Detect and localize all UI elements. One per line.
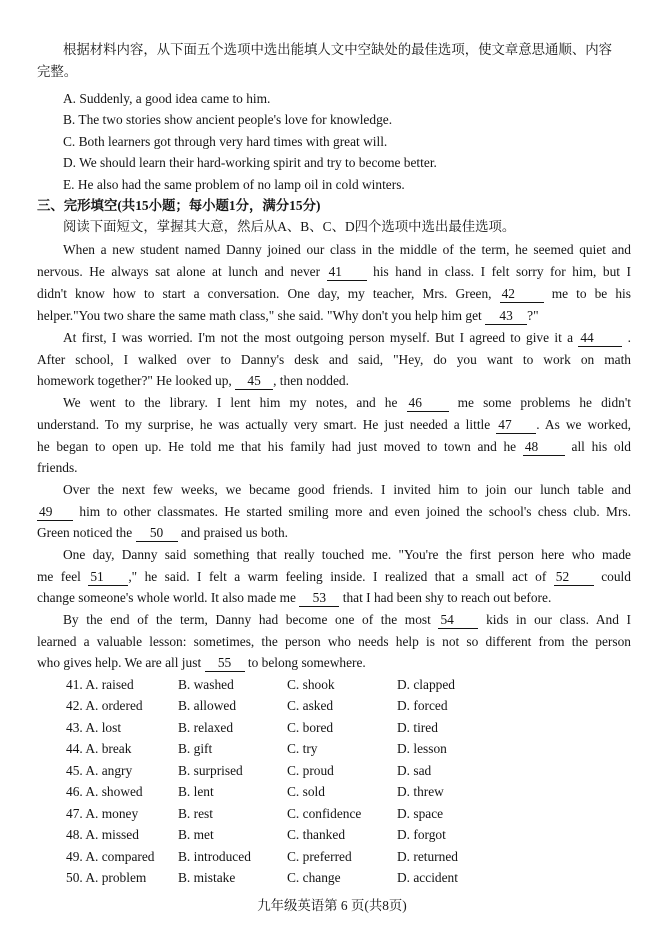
blank-44: 44 [578, 330, 622, 347]
passage-p2-l1 [63, 328, 631, 348]
passage-p1-l1: When a new student named Danny joined our class in the middle of the term, he seemed quiet and [63, 242, 631, 257]
blank-43: 43 [485, 308, 527, 325]
passage-p1-l3 [37, 284, 631, 304]
text-seg: understand. To my surprise, he was actually very smart. He just needed a little [37, 417, 491, 432]
blank-49: 49 [37, 504, 73, 521]
text-seg: that I had been shy to reach out before. [342, 590, 552, 605]
question-option: C. change [287, 870, 341, 885]
question-option: C. sold [287, 784, 325, 799]
question-option: B. surprised [178, 763, 243, 778]
question-option: B. rest [178, 806, 213, 821]
question-option: B. washed [178, 677, 234, 692]
question-option: C. shook [287, 677, 335, 692]
text-seg: kids in our class. And I [486, 612, 631, 627]
option-a: A. Suddenly, a good idea came to him. [63, 91, 271, 106]
question-option: C. confidence [287, 806, 362, 821]
question-option: B. relaxed [178, 720, 234, 735]
question-option: D. threw [397, 784, 444, 799]
passage-p3-l4: friends. [37, 460, 78, 475]
question-row [66, 675, 626, 695]
passage-p5-l1: One day, Danny said something that really touched me. "You're the first person here who made [63, 547, 631, 562]
text-seg: . As we worked, [536, 417, 631, 432]
question-option: D. sad [397, 763, 432, 778]
text-seg: helper."You two share the same math class," she said. "Why don't you help him get [37, 308, 482, 323]
passage-p3-l3 [37, 437, 631, 457]
text-seg: By the end of the term, Danny had become one of the most [63, 612, 431, 627]
page-footer: 九年级英语第 6 页(共8页) [257, 898, 407, 913]
question-row [66, 718, 626, 738]
text-seg: and praised us both. [180, 525, 289, 540]
blank-52: 52 [554, 569, 594, 586]
blank-45: 45 [235, 373, 273, 390]
question-option: 45. A. angry [66, 763, 133, 778]
question-option: D. lesson [397, 741, 447, 756]
question-option: B. lent [178, 784, 214, 799]
question-option: C. try [287, 741, 318, 756]
question-row [66, 847, 626, 867]
question-option: 48. A. missed [66, 827, 139, 842]
passage-p4-l2 [37, 502, 631, 522]
option-e: E. He also had the same problem of no lamp oil in cold winters. [63, 177, 405, 192]
text-seg: me some problems he didn't [457, 395, 631, 410]
passage-p2-l2: After school, I walked over to Danny's desk and said, "Hey, do you want to work on math [37, 352, 631, 367]
question-row [66, 825, 626, 845]
text-seg: , then nodded. [273, 373, 349, 388]
text-seg: nervous. He always sat alone at lunch and never [37, 264, 321, 279]
question-option: B. introduced [178, 849, 251, 864]
text-seg: could [601, 569, 631, 584]
blank-53: 53 [299, 590, 339, 607]
question-option: 43. A. lost [66, 720, 122, 735]
question-option: 44. A. break [66, 741, 132, 756]
text-seg: . [627, 330, 631, 345]
question-option: D. space [397, 806, 444, 821]
passage-p1-l2 [37, 262, 631, 282]
question-option: B. met [178, 827, 214, 842]
question-row [66, 739, 626, 759]
passage-p3-l1 [63, 393, 631, 413]
question-option: D. forgot [397, 827, 446, 842]
text-seg: his hand in class. I felt sorry for him, but I [373, 264, 631, 279]
passage-p2-l3 [37, 371, 631, 391]
question-option: 50. A. problem [66, 870, 147, 885]
question-option: D. tired [397, 720, 438, 735]
option-b: B. The two stories show ancient people's love for knowledge. [63, 112, 393, 127]
question-option: B. gift [178, 741, 213, 756]
passage-p6-l3 [37, 653, 631, 673]
option-c: C. Both learners got through very hard times with great will. [63, 134, 388, 149]
passage-p5-l3 [37, 588, 631, 608]
blank-51: 51 [88, 569, 128, 586]
question-option: C. thanked [287, 827, 346, 842]
blank-48: 48 [523, 439, 565, 456]
text-seg: me feel [37, 569, 81, 584]
passage-p6-l1 [63, 610, 631, 630]
question-option: D. forced [397, 698, 448, 713]
text-seg: who gives help. We are all just [37, 655, 202, 670]
passage-p4-l1: Over the next few weeks, we became good friends. I invited him to join our lunch table and [63, 482, 631, 497]
passage-p5-l2 [37, 567, 631, 587]
question-option: 47. A. money [66, 806, 139, 821]
text-seg: change someone's whole world. It also made me [37, 590, 296, 605]
question-row [66, 868, 626, 888]
question-option: D. returned [397, 849, 458, 864]
question-option: C. bored [287, 720, 334, 735]
question-row [66, 782, 626, 802]
passage-p6-l2: learned a valuable lesson: sometimes, the person who needs help is not so different from the person [37, 634, 631, 649]
blank-55: 55 [205, 655, 245, 672]
instructions-line-2: 完整。 [37, 64, 78, 79]
passage-p4-l3 [37, 523, 631, 543]
text-seg: At first, I was worried. I'm not the most outgoing person myself. But I agreed to give it a [63, 330, 574, 345]
question-row [66, 761, 626, 781]
question-option: C. proud [287, 763, 334, 778]
blank-41: 41 [327, 264, 367, 281]
question-option: B. allowed [178, 698, 237, 713]
text-seg: he began to open up. He told me that his family had just moved to town and he [37, 439, 517, 454]
text-seg: didn't know how to start a conversation. One day, my teacher, Mrs. Green, [37, 286, 492, 301]
question-option: D. clapped [397, 677, 456, 692]
text-seg: ?" [527, 308, 539, 323]
text-seg: homework together?" He looked up, [37, 373, 232, 388]
text-seg: ," he said. I felt a warm feeling inside. I realized that a small act of [128, 569, 547, 584]
question-option: 42. A. ordered [66, 698, 143, 713]
blank-54: 54 [438, 612, 478, 629]
question-row [66, 804, 626, 824]
blank-47: 47 [496, 417, 536, 434]
text-seg: all his old [571, 439, 631, 454]
question-option: B. mistake [178, 870, 236, 885]
question-option: 41. A. raised [66, 677, 134, 692]
question-option: C. preferred [287, 849, 352, 864]
blank-50: 50 [136, 525, 178, 542]
text-seg: me to be his [551, 286, 631, 301]
question-option: 46. A. showed [66, 784, 143, 799]
blank-46: 46 [407, 395, 449, 412]
question-option: 49. A. compared [66, 849, 155, 864]
question-option: C. asked [287, 698, 334, 713]
passage-p3-l2 [37, 415, 631, 435]
text-seg: to belong somewhere. [247, 655, 366, 670]
option-d: D. We should learn their hard-working spirit and try to become better. [63, 155, 437, 170]
instructions-line-1: 根据材料内容，从下面五个选项中选出能填人文中空缺处的最佳选项，使文章意思通顺、内容 [63, 42, 613, 57]
text-seg: We went to the library. I lent him my notes, and he [63, 395, 398, 410]
text-seg: Green noticed the [37, 525, 133, 540]
question-row [66, 696, 626, 716]
section-directions: 阅读下面短文，掌握其大意，然后从A、B、C、D四个选项中选出最佳选项。 [63, 219, 516, 234]
passage-p1-l4 [37, 306, 631, 326]
question-option: D. accident [397, 870, 458, 885]
blank-42: 42 [500, 286, 544, 303]
text-seg: him to other classmates. He started smiling more and even joined the school's chess club. Mrs. [79, 504, 631, 519]
section-heading: 三、完形填空(共15小题；每小题1分，满分15分) [37, 198, 321, 213]
